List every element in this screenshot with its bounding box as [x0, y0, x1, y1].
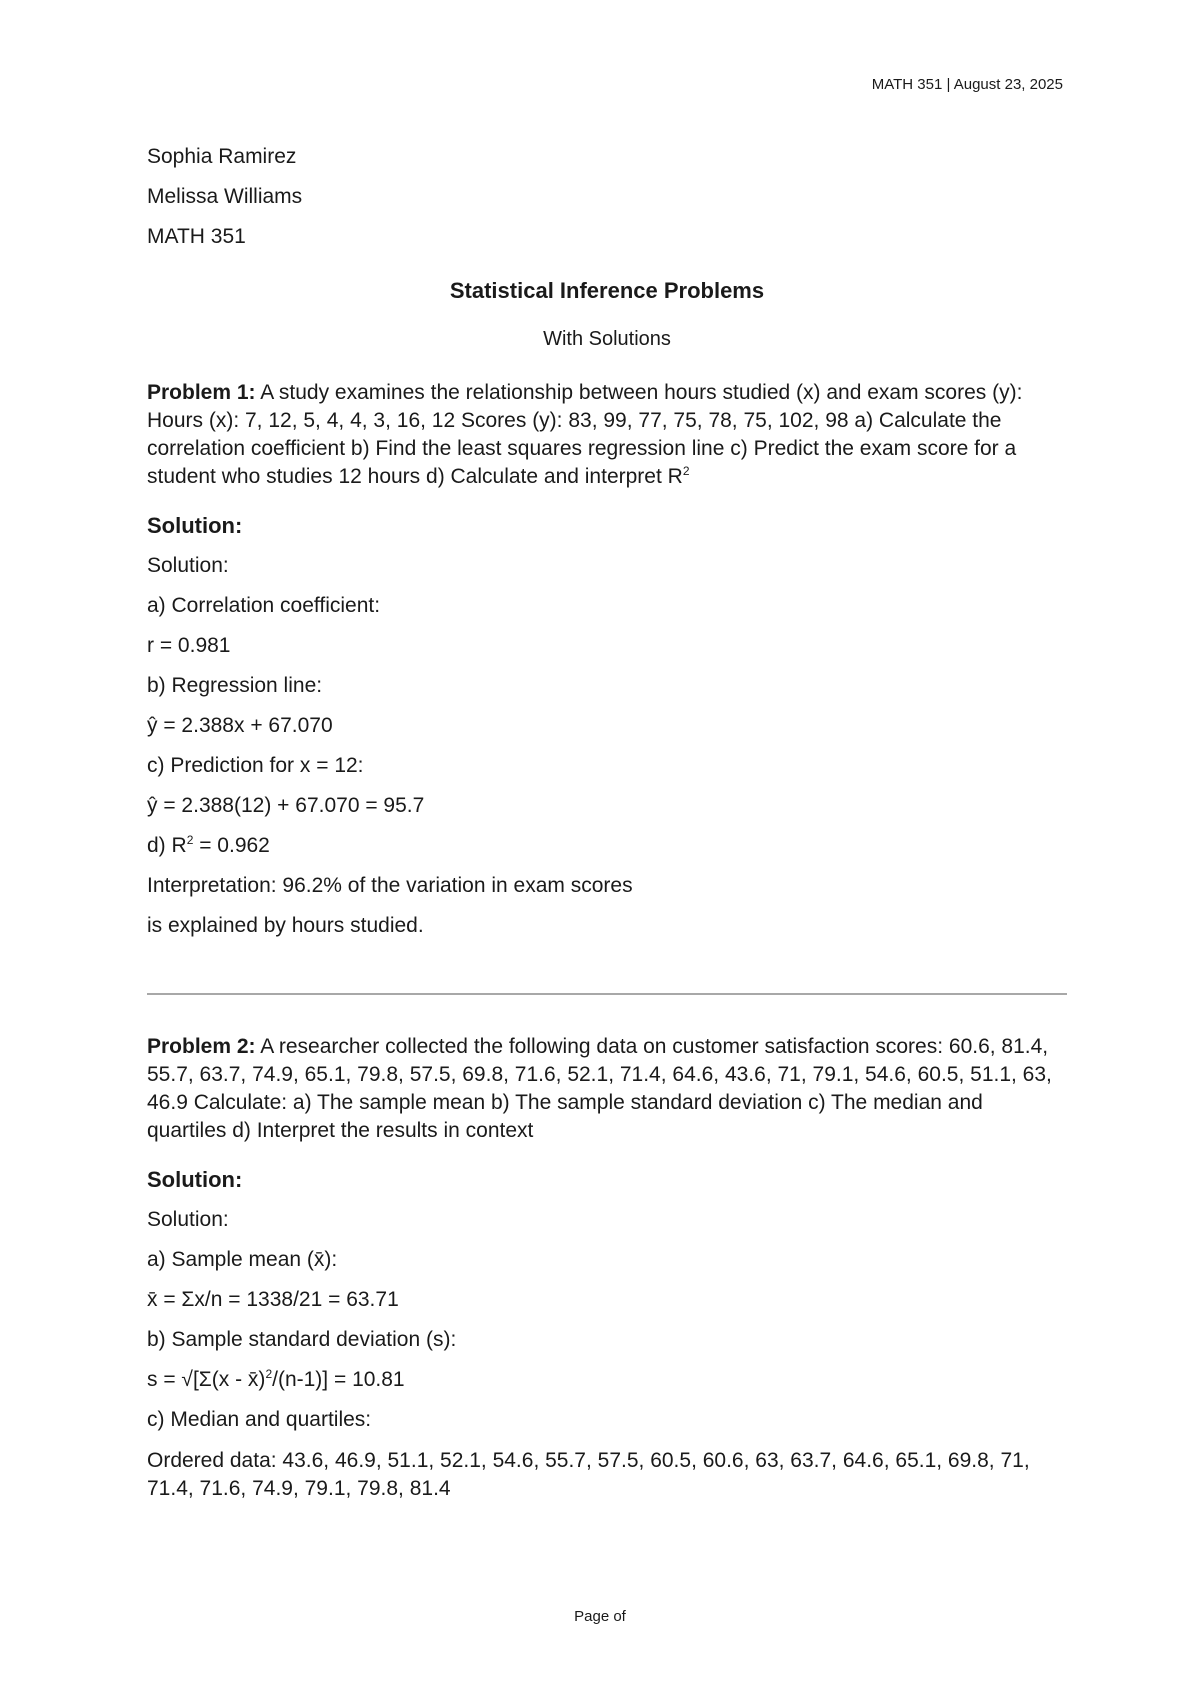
r-squared-superscript: 2 — [186, 833, 194, 847]
document-body — [147, 144, 1067, 1517]
problem-1-solution-line: ŷ = 2.388(12) + 67.070 = 95.7 — [147, 794, 425, 817]
course-name: MATH 351 — [147, 225, 246, 248]
problem-1-solution-line: b) Regression line: — [147, 674, 323, 697]
problem-1-solution-line: Interpretation: 96.2% of the variation in exam scores — [147, 874, 633, 897]
problem-1-superscript: 2 — [682, 464, 690, 478]
problem-2-statement — [147, 1033, 1067, 1145]
std-dev-value: /(n-1)] = 10.81 — [272, 1368, 405, 1391]
problem-1-solution-line: r = 0.981 — [147, 634, 231, 657]
r-squared-value: = 0.962 — [193, 834, 270, 857]
problem-2-solution-line: b) Sample standard deviation (s): — [147, 1328, 457, 1351]
problem-2-solution-line: x̄ = Σx/n = 1338/21 = 63.71 — [147, 1288, 399, 1311]
std-dev-superscript: 2 — [265, 1367, 273, 1381]
problem-1-statement — [147, 379, 1067, 491]
student-name-1: Sophia Ramirez — [147, 145, 297, 168]
problem-2-solution-line — [147, 1367, 1067, 1393]
std-dev-prefix: s = √[Σ(x - x̄) — [147, 1368, 266, 1391]
problem-1-label: Problem 1: — [147, 381, 256, 404]
problem-1-text: A study examines the relationship between hours studied (x) and exam scores (y): Hours (x): 7, 12, 5, 4, 4, 3, 16, 12 Scores (y): 83, 99, 77, 75, 78, 75, 102, 98 a) Calculate the correlation coefficient b) Find the least squares regression line c) Predict the exam score for a student who studies 12 hours d) Calculate and interpret R — [147, 381, 1023, 488]
r-squared-prefix: d) R — [147, 834, 187, 857]
problem-1-solution-line: ŷ = 2.388x + 67.070 — [147, 714, 333, 737]
problem-2-label: Problem 2: — [147, 1035, 256, 1058]
problem-1-solution-heading: Solution: — [147, 513, 243, 538]
problem-2-solution-line: a) Sample mean (x̄): — [147, 1248, 338, 1271]
page-footer: Page of — [574, 1608, 626, 1625]
section-divider — [147, 993, 1067, 995]
problem-2-solution-heading: Solution: — [147, 1167, 243, 1192]
problem-1-solution-line: Solution: — [147, 554, 229, 577]
problem-2-ordered-data: Ordered data: 43.6, 46.9, 51.1, 52.1, 54.6, 55.7, 57.5, 60.5, 60.6, 63, 63.7, 64.6, 65.1, 69.8, 71, 71.4, 71.6, 74.9, 79.1, 79.8, 81.4 — [147, 1449, 1030, 1500]
student-name-2: Melissa Williams — [147, 185, 303, 208]
page-header: MATH 351 | August 23, 2025 — [871, 76, 1063, 93]
problem-2-solution-line: Solution: — [147, 1208, 229, 1231]
problem-1-solution-line: c) Prediction for x = 12: — [147, 754, 364, 777]
problem-2-solution-line: c) Median and quartiles: — [147, 1408, 372, 1431]
document-title: Statistical Inference Problems — [449, 278, 765, 303]
problem-1-solution-line — [147, 833, 1067, 859]
document-subtitle: With Solutions — [543, 328, 671, 350]
problem-2-text: A researcher collected the following data on customer satisfaction scores: 60.6, 81.4, 55.7, 63.7, 74.9, 65.1, 79.8, 57.5, 69.8, 71.6, 52.1, 71.4, 64.6, 43.6, 71, 79.1, 54.6, 60.5, 51.1, 63, 46.9 Calculate: a) The sample mean b) The sample standard deviation c) The median and quartiles d) Interpret the results in context — [147, 1035, 1052, 1142]
problem-1-solution-line: a) Correlation coefficient: — [147, 594, 381, 617]
problem-1-solution-line: is explained by hours studied. — [147, 914, 424, 937]
